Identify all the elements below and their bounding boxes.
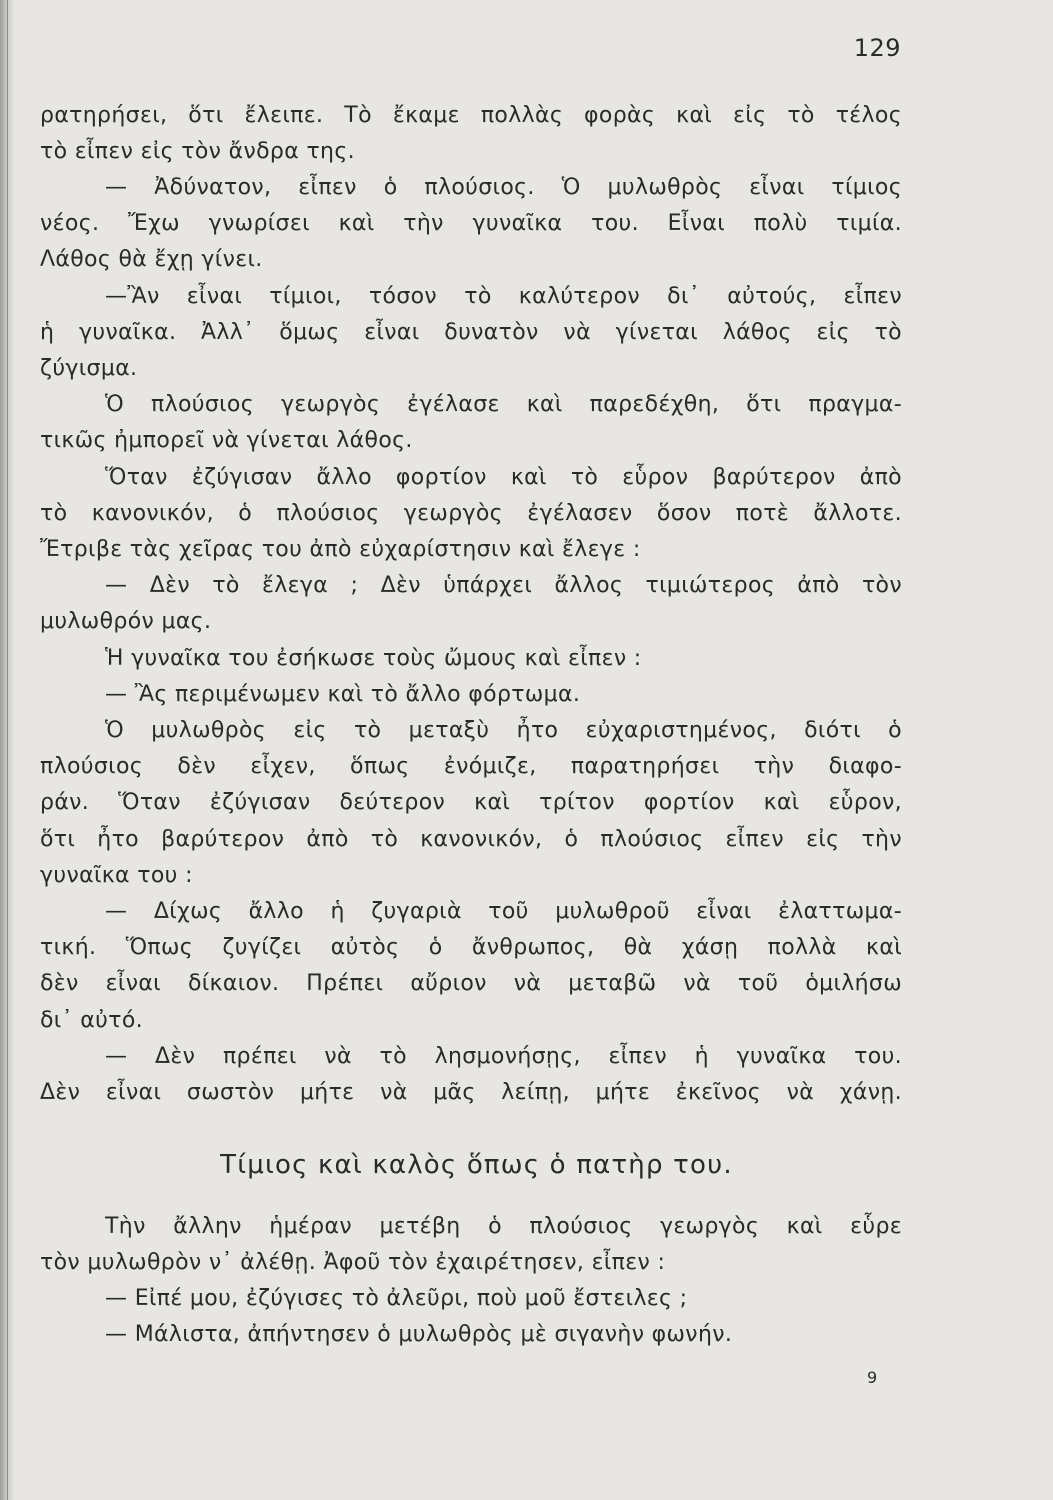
- text-line: μυλωθρόν μας.: [40, 609, 212, 634]
- text-line: Ὁ πλούσιος γεωργὸς ἐγέλασε καὶ παρεδέχθη, ὅτι πραγμα-: [105, 392, 902, 417]
- text-line: δι᾽ αὐτό.: [40, 1008, 143, 1033]
- text-line: τὸν μυλωθρὸν ν᾽ ἀλέθῃ. Ἀφοῦ τὸν ἐχαιρέτησεν, εἶπεν :: [40, 1250, 666, 1275]
- text-line: Λάθος θὰ ἔχῃ γίνει.: [40, 247, 263, 272]
- text-line: νέος. Ἔχω γνωρίσει καὶ τὴν γυναῖκα του. Εἶναι πολὺ τιμία.: [40, 211, 902, 236]
- text-line: τὸ κανονικόν, ὁ πλούσιος γεωργὸς ἐγέλασεν ὅσον ποτὲ ἄλλοτε.: [40, 501, 902, 526]
- text-line: πλούσιος δὲν εἶχεν, ὅπως ἐνόμιζε, παρατηρήσει τὴν διαφο-: [40, 754, 902, 779]
- text-line: τὸ εἶπεν εἰς τὸν ἄνδρα της.: [40, 139, 355, 164]
- text-line: ὅτι ἦτο βαρύτερον ἀπὸ τὸ κανονικόν, ὁ πλούσιος εἶπεν εἰς τὴν: [40, 827, 902, 852]
- text-line: γυναῖκα του :: [40, 863, 193, 888]
- text-line: ράν. Ὅταν ἐζύγισαν δεύτερον καὶ τρίτον φορτίον καὶ εὗρον,: [40, 790, 902, 815]
- section-heading: [0, 1148, 1053, 1182]
- text-line: — Ἀδύνατον, εἶπεν ὁ πλούσιος. Ὁ μυλωθρὸς εἶναι τίμιος: [105, 175, 902, 200]
- text-line: —Ἂν εἶναι τίμιοι, τόσον τὸ καλύτερον δι᾽ αὐτούς, εἶπεν: [105, 284, 902, 309]
- text-line: τική. Ὅπως ζυγίζει αὐτὸς ὁ ἄνθρωπος, θὰ χάσῃ πολλὰ καὶ: [40, 935, 902, 960]
- text-line: τικῶς ἠμπορεῖ νὰ γίνεται λάθος.: [40, 428, 413, 453]
- text-line: Ἔτριβε τὰς χεῖρας του ἀπὸ εὐχαρίστησιν καὶ ἔλεγε :: [40, 537, 641, 562]
- text-line: Ὅταν ἐζύγισαν ἄλλο φορτίον καὶ τὸ εὗρον βαρύτερον ἀπὸ: [105, 465, 902, 490]
- text-line: Ὁ μυλωθρὸς εἰς τὸ μεταξὺ ἦτο εὐχαριστημένος, διότι ὁ: [105, 718, 902, 743]
- text-line: ζύγισμα.: [40, 356, 138, 381]
- book-gutter-line: [7, 0, 8, 1500]
- text-line: δὲν εἶναι δίκαιον. Πρέπει αὔριον νὰ μεταβῶ νὰ τοῦ ὁμιλήσω: [40, 971, 902, 996]
- text-line: Δὲν εἶναι σωστὸν μήτε νὰ μᾶς λείπῃ, μήτε ἐκεῖνος νὰ χάνῃ.: [40, 1080, 902, 1105]
- text-line: — Ἂς περιμένωμεν καὶ τὸ ἄλλο φόρτωμα.: [105, 682, 581, 707]
- text-line: — Δὲν πρέπει νὰ τὸ λησμονήσῃς, εἶπεν ἡ γυναῖκα του.: [105, 1044, 902, 1069]
- text-line: — Δίχως ἄλλο ἡ ζυγαριὰ τοῦ μυλωθροῦ εἶναι ἐλαττωμα-: [105, 899, 902, 924]
- text-line: Τὴν ἄλλην ἡμέραν μετέβη ὁ πλούσιος γεωργὸς καὶ εὗρε: [105, 1214, 902, 1239]
- text-line: — Δὲν τὸ ἔλεγα ; Δὲν ὑπάρχει ἄλλος τιμιώτερος ἀπὸ τὸν: [105, 573, 902, 598]
- text-line: — Μάλιστα, ἀπήντησεν ὁ μυλωθρὸς μὲ σιγανὴν φωνήν.: [105, 1322, 733, 1347]
- section-heading-text: Τίμιος καὶ καλὸς ὅπως ὁ πατὴρ του.: [220, 1150, 733, 1180]
- text-line: — Εἰπέ μου, ἐζύγισες τὸ ἀλεῦρι, ποὺ μοῦ ἔστειλες ;: [105, 1286, 688, 1311]
- text-line: ρατηρήσει, ὅτι ἔλειπε. Τὸ ἔκαμε πολλὰς φορὰς καὶ εἰς τὸ τέλος: [40, 103, 902, 128]
- text-line: ἡ γυναῖκα. Ἀλλ᾽ ὅμως εἶναι δυνατὸν νὰ γίνεται λάθος εἰς τὸ: [40, 320, 902, 345]
- text-line: Ἡ γυναῖκα του ἐσήκωσε τοὺς ὤμους καὶ εἶπεν :: [105, 646, 642, 671]
- page-number: 129: [853, 34, 901, 62]
- printer-signature-mark: 9: [867, 1368, 878, 1387]
